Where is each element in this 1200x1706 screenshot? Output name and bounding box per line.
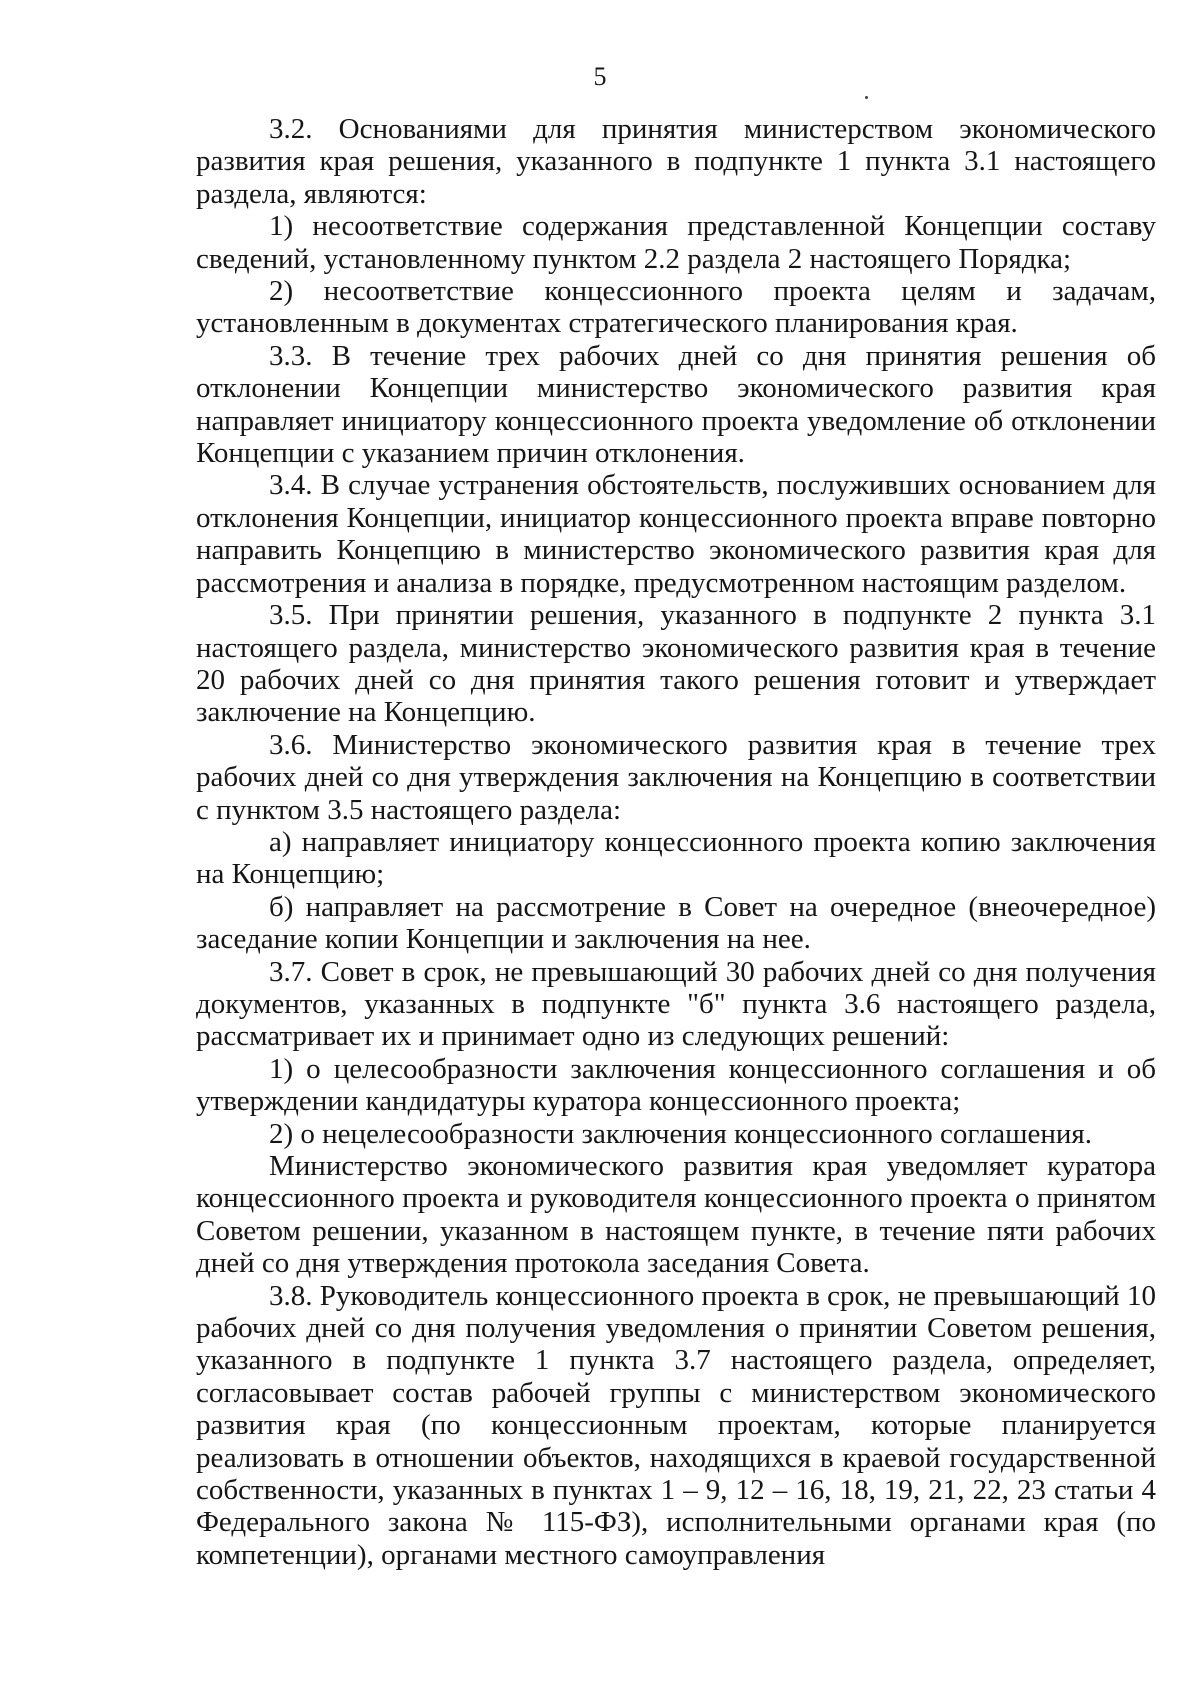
paragraph-3-7-item-1: 1) о целесообразности заключения концессионного соглашения и об утверждении кандидатуры куратора концессионного проекта; <box>196 1052 1156 1118</box>
paragraph-3-7: 3.7. Совет в срок, не превышающий 30 рабочих дней со дня получения документов, указанных в подпункте "б" пункта 3.6 настоящего раздела, рассматривает их и принимает одно из следующих решений: <box>196 955 1156 1053</box>
paragraph-3-6-item-a: а) направляет инициатору концессионного проекта копию заключения на Концепцию; <box>196 825 1156 891</box>
paragraph-3-7-notice: Министерство экономического развития края уведомляет куратора концессионного проекта и руководителя концессионного проекта о принятом Советом решении, указанном в настоящем пункте, в течение пяти рабочих дней со дня утверждения протокола заседания Совета. <box>196 1150 1156 1280</box>
page-number: 5 <box>593 62 607 91</box>
document-body <box>196 113 1156 1571</box>
paragraph-3-6: 3.6. Министерство экономического развития края в течение трех рабочих дней со дня утверждения заключения на Концепцию в соответствии с пунктом 3.5 настоящего раздела: <box>196 728 1156 826</box>
paragraph-3-5: 3.5. При принятии решения, указанного в подпункте 2 пункта 3.1 настоящего раздела, министерство экономического развития края в течение 20 рабочих дней со дня принятия такого решения готовит и утверждает заключение на Концепцию. <box>196 599 1156 729</box>
paragraph-3-4: 3.4. В случае устранения обстоятельств, послуживших основанием для отклонения Концепции, инициатор концессионного проекта вправе повторно направить Концепцию в министерство экономического развития края для рассмотрения и анализа в порядке, предусмотренном настоящим разделом. <box>196 469 1156 599</box>
paragraph-3-7-item-2: 2) о нецелесообразности заключения концессионного соглашения. <box>269 1117 1092 1150</box>
paragraph-3-2-item-2: 2) несоответствие концессионного проекта целям и задачам, установленным в документах стратегического планирования края. <box>196 275 1156 340</box>
paragraph-3-8: 3.8. Руководитель концессионного проекта в срок, не превышающий 10 рабочих дней со дня получения уведомления о принятии Советом решения, указанного в подпункте 1 пункта 3.7 настоящего раздела, определяет, согласовывает состав рабочей группы с министерством экономического развития края (по концессионным проектам, которые планируется реализовать в отношении объектов, находящихся в краевой государственной собственности, указанных в пунктах 1 – 9, 12 – 16, 18, 19, 21, 22, 23 статьи 4 Федерального закона № 115-ФЗ), исполнительными органами края (по компетенции), органами местного самоуправления <box>196 1279 1156 1571</box>
scan-speck <box>865 96 868 99</box>
paragraph-3-2-item-1: 1) несоответствие содержания представленной Концепции составу сведений, установленному пунктом 2.2 раздела 2 настоящего Порядка; <box>196 210 1156 275</box>
paragraph-3-2: 3.2. Основаниями для принятия министерством экономического развития края решения, указанного в подпункте 1 пункта 3.1 настоящего раздела, являются: <box>196 113 1156 210</box>
paragraph-3-6-item-b: б) направляет на рассмотрение в Совет на очередное (внеочередное) заседание копии Концепции и заключения на нее. <box>196 890 1156 956</box>
paragraph-3-3: 3.3. В течение трех рабочих дней со дня принятия решения об отклонении Концепции министерство экономического развития края направляет инициатору концессионного проекта уведомление об отклонении Концепции с указанием причин отклонения. <box>196 339 1156 470</box>
